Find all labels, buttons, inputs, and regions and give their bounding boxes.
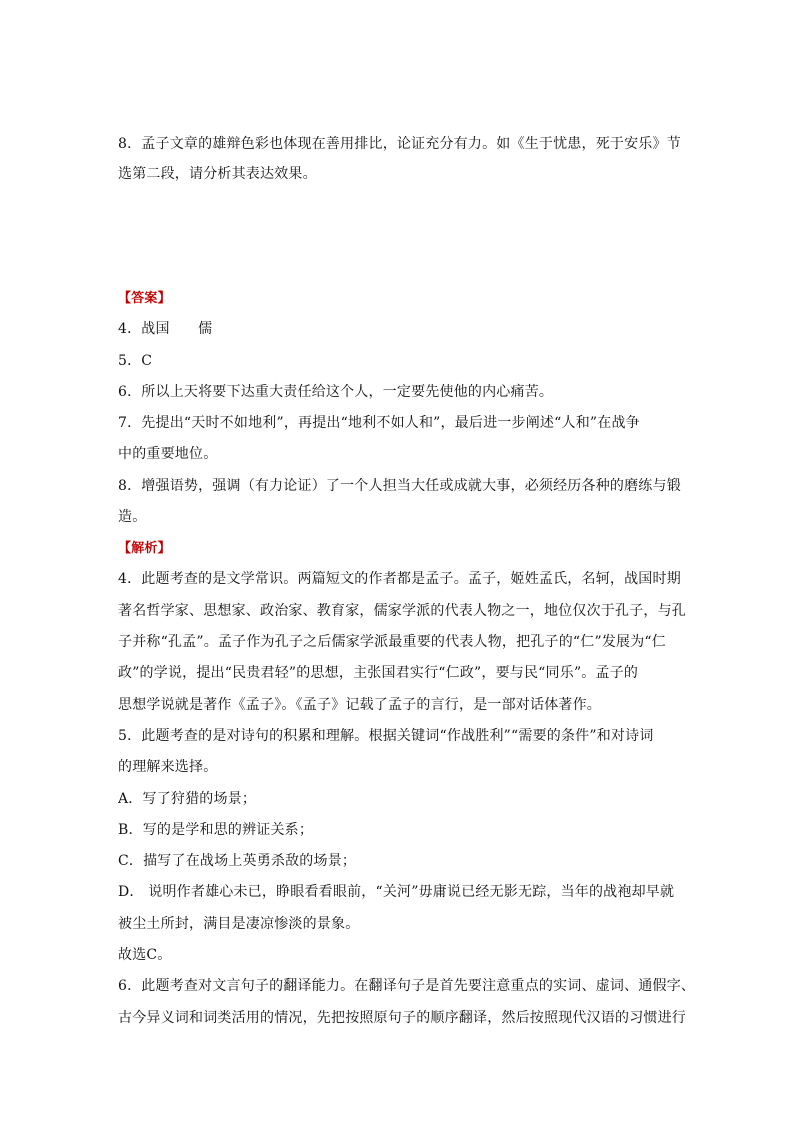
question-line: 选第二段，请分析其表达效果。 bbox=[118, 166, 317, 182]
analysis-line: 6．此题考查对文言句子的翻译能力。在翻译句子是首先要注意重点的实词、虚词、通假字、 bbox=[118, 978, 696, 994]
analysis-line: 政”的学说，提出“民贵君轻”的思想，主张国君实行“仁政”，要与民“同乐”。孟子的 bbox=[118, 665, 639, 681]
answer-line: 6．所以上天将要下达重大责任给这个人，一定要先使他的内心痛苦。 bbox=[118, 384, 554, 400]
analysis-line: 5．此题考查的是对诗句的积累和理解。根据关键词“作战胜利”“需要的条件”和对诗词 bbox=[118, 728, 654, 744]
analysis-line: B．写的是学和思的辨证关系； bbox=[118, 822, 314, 838]
answer-line: 中的重要地位。 bbox=[118, 446, 218, 462]
analysis-heading: 【解析】 bbox=[118, 541, 171, 556]
analysis-line: 的理解来选择。 bbox=[118, 759, 218, 775]
answer-line: 4．战国 儒 bbox=[118, 321, 213, 337]
analysis-line: 4．此题考查的是文学常识。两篇短文的作者都是孟子。孟子，姬姓孟氏，名轲，战国时期 bbox=[118, 571, 681, 587]
answer-line: 造。 bbox=[118, 509, 147, 525]
analysis-line: 故选C。 bbox=[118, 947, 172, 963]
answer-line: 8．增强语势，强调（有力论证）了一个人担当大任或成就大事，必须经历各种的磨练与锻 bbox=[118, 478, 681, 494]
answer-line: 5．C bbox=[118, 353, 153, 369]
analysis-line: 思想学说就是著作《孟子》。《孟子》记载了孟子的言行，是一部对话体著作。 bbox=[118, 697, 601, 713]
analysis-line: 被尘土所封，满目是凄凉惨淡的景象。 bbox=[118, 916, 360, 932]
question-line: 8．孟子文章的雄辩色彩也体现在善用排比，论证充分有力。如《生于忧患，死于安乐》节 bbox=[118, 136, 681, 152]
analysis-line: 著名哲学家、思想家、政治家、教育家，儒家学派的代表人物之一，地位仅次于孔子，与孔 bbox=[118, 603, 686, 619]
analysis-line: A．写了狩猎的场景； bbox=[118, 791, 257, 807]
answer-heading: 【答案】 bbox=[118, 291, 171, 306]
analysis-line: D． 说明作者雄心未已，睁眼看看眼前，“关河”毋庸说已经无影无踪，当年的战袍却早就 bbox=[118, 884, 675, 900]
analysis-line: 子并称“孔孟”。孟子作为孔子之后儒家学派最重要的代表人物，把孔子的“仁”发展为“仁 bbox=[118, 634, 666, 650]
analysis-line: 古今异义词和词类活用的情况，先把按照原句子的顺序翻译，然后按照现代汉语的习惯进行 bbox=[118, 1010, 686, 1026]
answer-line: 7．先提出“天时不如地利”，再提出“地利不如人和”，最后进一步阐述“人和”在战争 bbox=[118, 415, 640, 431]
analysis-line: C．描写了在战场上英勇杀敌的场景； bbox=[118, 853, 357, 869]
